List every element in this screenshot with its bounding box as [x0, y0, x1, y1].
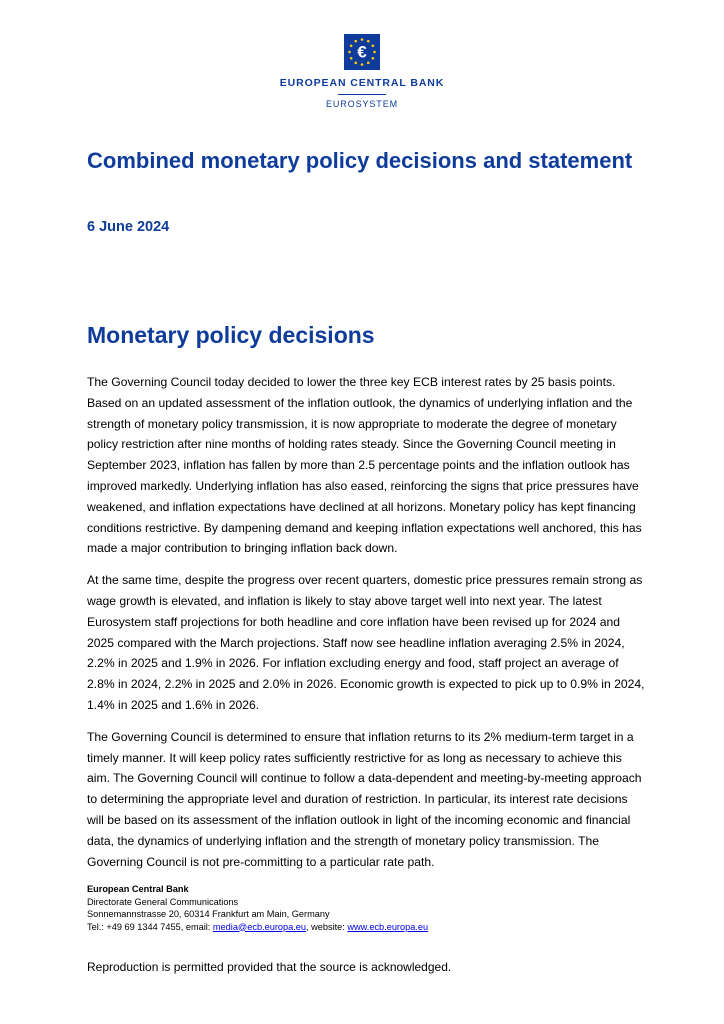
tel-text: Tel.: +49 69 1344 7455, email: [87, 921, 213, 932]
star-icon [372, 57, 375, 60]
publication-date: 6 June 2024 [87, 219, 170, 235]
logo-divider [338, 94, 386, 95]
email-link[interactable]: media@ecb.europa.eu [212, 921, 307, 932]
star-icon [350, 57, 353, 60]
contact-department: Directorate General Communications [87, 896, 239, 907]
contact-bank: European Central Bank [87, 884, 189, 894]
star-icon [350, 44, 353, 47]
website-prefix: , website: [306, 921, 348, 932]
paragraph-2: At the same time, despite the progress over recent quarters, domestic price pressures remain strong as wage growth is elevated, and inflation is likely to stay above target well into next year. The latest Eurosystem staff projections for both headline and core inflation have been revised up for 2024 and 2025 compared with the March projections. Staff now see headline inflation averaging 2.5% in 2024, 2.2% in 2025 and 1.9% in 2026. For inflation excluding energy and food, staff project an average of 2.8% in 2024, 2.2% in 2025 and 2.0% in 2026. Economic growth is expected to pick up to 0.9% in 2024, 1.4% in 2025 and 1.6% in 2026. [87, 573, 645, 712]
bank-name: EUROPEAN CENTRAL BANK [279, 77, 445, 89]
website-link[interactable]: www.ecb.europa.eu [347, 921, 429, 932]
star-icon [367, 62, 370, 65]
page-title: Combined monetary policy decisions and statement [87, 148, 633, 173]
star-icon [372, 44, 375, 47]
star-icon [348, 51, 351, 54]
euro-stars-icon [344, 34, 380, 70]
star-icon [373, 51, 376, 54]
contact-block [87, 883, 428, 933]
section-heading: Monetary policy decisions [87, 322, 375, 348]
star-icon [367, 40, 370, 43]
star-icon [361, 63, 364, 66]
euro-emblem [344, 34, 380, 70]
contact-line [87, 921, 428, 934]
system-name: EUROSYSTEM [325, 99, 398, 109]
contact-address: Sonnemannstrasse 20, 60314 Frankfurt am Main, Germany [87, 909, 330, 919]
body-text [87, 372, 647, 883]
reproduction-note: Reproduction is permitted provided that the source is acknowledged. [87, 960, 452, 974]
euro-symbol: € [357, 42, 367, 62]
ecb-logo [0, 34, 724, 109]
paragraph-1: The Governing Council today decided to lower the three key ECB interest rates by 25 basis points. Based on an updated assessment of the inflation outlook, the dynamics of underlying inflation and the strength of monetary policy transmission, it is now appropriate to moderate the degree of monetary policy restriction after nine months of holding rates steady. Since the Governing Council meeting in September 2023, inflation has fallen by more than 2.5 percentage points and the inflation outlook has improved markedly. Underlying inflation has also eased, reinforcing the signs that price pressures have weakened, and inflation expectations have declined at all horizons. Monetary policy has kept financing conditions restrictive. By dampening demand and keeping inflation expectations well anchored, this has made a major contribution to bringing inflation back down. [87, 375, 642, 556]
star-icon [361, 38, 364, 41]
star-icon [354, 62, 357, 65]
paragraph-3: The Governing Council is determined to ensure that inflation returns to its 2% medium-term target in a timely manner. It will keep policy rates sufficiently restrictive for as long as necessary to achieve this aim. The Governing Council will continue to follow a data-dependent and meeting-by-meeting approach to determining the appropriate level and duration of restriction. In particular, its interest rate decisions will be based on its assessment of the inflation outlook in light of the incoming economic and financial data, the dynamics of underlying inflation and the strength of monetary policy transmission. The Governing Council is not pre-committing to a particular rate path. [87, 729, 642, 869]
